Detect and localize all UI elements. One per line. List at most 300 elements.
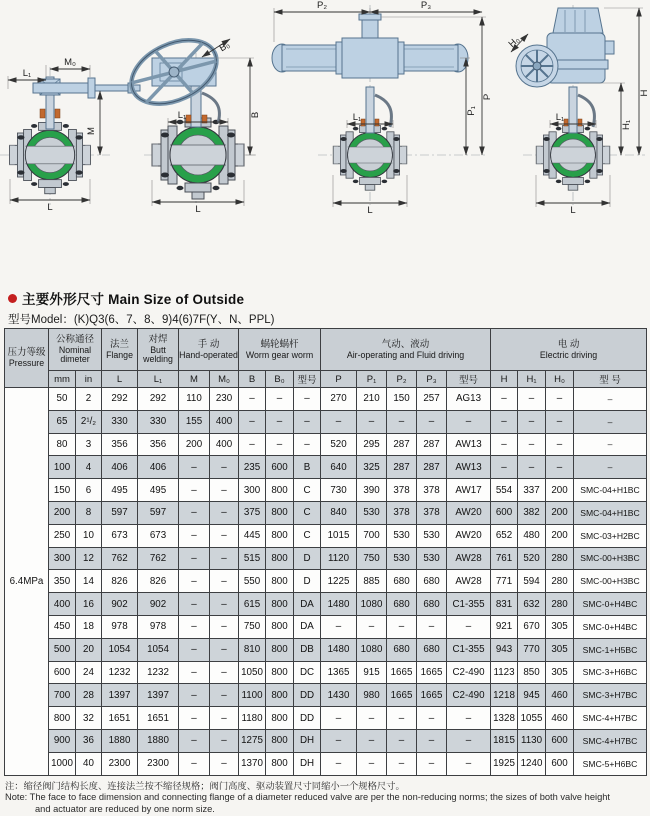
- table-cell: –: [239, 388, 266, 411]
- table-cell: 800: [266, 752, 294, 775]
- table-cell: SMC-00+H3BC: [574, 570, 647, 593]
- table-cell: –: [491, 388, 518, 411]
- table-cell: SMC-1+H5BC: [574, 638, 647, 661]
- table-cell: 594: [518, 570, 546, 593]
- table-cell: 902: [102, 593, 138, 616]
- table-cell: 1365: [321, 661, 357, 684]
- table-cell: 826: [138, 570, 179, 593]
- table-cell: 280: [546, 593, 574, 616]
- table-cell: DC: [294, 661, 321, 684]
- table-cell: C1-355: [447, 638, 491, 661]
- table-cell: 65: [49, 410, 76, 433]
- subheader-P: P: [321, 371, 357, 388]
- table-cell: AW17: [447, 479, 491, 502]
- table-cell: –: [387, 615, 417, 638]
- subheader-worm-model: 型号: [294, 371, 321, 388]
- table-cell: –: [417, 615, 447, 638]
- table-cell: 445: [239, 524, 266, 547]
- table-cell: 520: [321, 433, 357, 456]
- table-cell: 330: [138, 410, 179, 433]
- header-nominal-diameter: 公称通径 Nominal dimeter: [49, 329, 102, 371]
- table-cell: SMC-5+H6BC: [574, 752, 647, 775]
- subheader-H: H: [491, 371, 518, 388]
- table-cell: 730: [321, 479, 357, 502]
- header-pressure: [5, 329, 49, 388]
- subheader-P2: P₂: [387, 371, 417, 388]
- table-cell: –: [417, 729, 447, 752]
- table-cell: 378: [417, 479, 447, 502]
- table-cell: 1880: [138, 729, 179, 752]
- table-cell: –: [357, 410, 387, 433]
- table-cell: –: [210, 661, 239, 684]
- note-en-line1: Note: The face to face dimension and connecting flange of a diameter reduced valve are per the non-reducing norms; the sizes of both valve height: [5, 792, 611, 803]
- table-cell: 305: [546, 638, 574, 661]
- table-cell: 3: [76, 433, 102, 456]
- table-cell: 1651: [138, 707, 179, 730]
- table-cell: 530: [417, 524, 447, 547]
- table-cell: SMC-04+H1BC: [574, 501, 647, 524]
- subheader-H1: H₁: [518, 371, 546, 388]
- table-row: [5, 684, 647, 707]
- table-cell: 831: [491, 593, 518, 616]
- table-cell: –: [210, 570, 239, 593]
- section-title-text: 主要外形尺寸 Main Size of Outside: [22, 292, 245, 307]
- table-cell: C2-490: [447, 684, 491, 707]
- table-cell: 200: [546, 501, 574, 524]
- dim-label-P: P: [482, 93, 493, 101]
- table-cell: SMC-0+H4BC: [574, 615, 647, 638]
- table-cell: –: [491, 410, 518, 433]
- table-cell: 1180: [239, 707, 266, 730]
- table-cell: 1054: [138, 638, 179, 661]
- table-cell: DH: [294, 729, 321, 752]
- table-cell: –: [357, 707, 387, 730]
- table-cell: AW28: [447, 547, 491, 570]
- dim-label-L1: L₁: [555, 112, 565, 123]
- table-cell: 600: [491, 501, 518, 524]
- dim-label-L: L: [195, 204, 201, 215]
- table-cell: 554: [491, 479, 518, 502]
- table-cell: –: [210, 501, 239, 524]
- dim-label-P1: P₁: [466, 106, 477, 116]
- table-row: [5, 433, 647, 456]
- subheader-in: in: [76, 371, 102, 388]
- header-hand-operated: 手 动 Hand-operated: [179, 329, 239, 371]
- table-cell: 850: [518, 661, 546, 684]
- table-cell: –: [447, 615, 491, 638]
- header-electric-driving: 电 动 Electric driving: [491, 329, 647, 371]
- table-cell: 800: [266, 593, 294, 616]
- table-row: [5, 570, 647, 593]
- dim-label-L1: L₁: [352, 112, 362, 123]
- table-cell: 978: [138, 615, 179, 638]
- table-cell: –: [210, 593, 239, 616]
- dim-label-L1: L₁: [177, 110, 187, 121]
- header-flange: 法兰 Flange: [102, 329, 138, 371]
- table-cell: 680: [417, 593, 447, 616]
- table-cell: –: [321, 410, 357, 433]
- table-cell: 16: [76, 593, 102, 616]
- table-row: [5, 524, 647, 547]
- table-cell: 4: [76, 456, 102, 479]
- table-cell: –: [387, 752, 417, 775]
- table-cell: 1240: [518, 752, 546, 775]
- lever-valve-diagram: [0, 57, 140, 213]
- table-cell: 800: [49, 707, 76, 730]
- table-cell: 495: [138, 479, 179, 502]
- table-cell: 600: [266, 456, 294, 479]
- table-cell: C: [294, 479, 321, 502]
- table-cell: –: [179, 638, 210, 661]
- table-cell: 500: [49, 638, 76, 661]
- note-en-line2: and actuator are reduced by one norm size.: [35, 803, 215, 814]
- pneumatic-actuator: [272, 14, 468, 78]
- table-cell: 8: [76, 501, 102, 524]
- table-cell: –: [179, 524, 210, 547]
- table-cell: 902: [138, 593, 179, 616]
- table-cell: SMC-4+H7BC: [574, 729, 647, 752]
- table-cell: –: [179, 593, 210, 616]
- table-cell: 400: [210, 433, 239, 456]
- table-cell: 597: [102, 501, 138, 524]
- table-cell: AW28: [447, 570, 491, 593]
- table-cell: SMC-03+H2BC: [574, 524, 647, 547]
- table-cell: 10: [76, 524, 102, 547]
- note-zh: 注：缩径阀门结构长度、连接法兰按不缩径规格；阀门高度、驱动装置尺寸同缩小一个规格尺寸。: [5, 781, 405, 791]
- table-cell: –: [447, 410, 491, 433]
- table-cell: 885: [357, 570, 387, 593]
- table-cell: 1123: [491, 661, 518, 684]
- table-cell: 1225: [321, 570, 357, 593]
- table-cell: –: [357, 752, 387, 775]
- table-cell: –: [179, 684, 210, 707]
- table-row: [5, 661, 647, 684]
- table-cell: 200: [49, 501, 76, 524]
- subheader-H0: H₀: [546, 371, 574, 388]
- table-cell: –: [447, 729, 491, 752]
- dim-label-P3: P₃: [420, 0, 432, 11]
- table-cell: 280: [546, 570, 574, 593]
- table-cell: 1050: [239, 661, 266, 684]
- table-cell: 1130: [518, 729, 546, 752]
- table-cell: 150: [49, 479, 76, 502]
- table-cell: 762: [102, 547, 138, 570]
- table-cell: –: [210, 479, 239, 502]
- table-cell: 270: [321, 388, 357, 411]
- table-cell: 1370: [239, 752, 266, 775]
- table-cell: 287: [417, 456, 447, 479]
- model-line: 型号Model：(K)Q3(6、7、8、9)4(6)7F(Y、N、PPL): [8, 314, 275, 326]
- table-cell: 700: [357, 524, 387, 547]
- table-cell: 460: [546, 684, 574, 707]
- table-cell: 20: [76, 638, 102, 661]
- table-cell: –: [417, 410, 447, 433]
- table-cell: 287: [387, 433, 417, 456]
- table-row: [5, 615, 647, 638]
- table-cell: 800: [266, 501, 294, 524]
- table-cell: SMC-0+H4BC: [574, 593, 647, 616]
- dim-label-L: L: [367, 205, 373, 216]
- table-cell: 200: [179, 433, 210, 456]
- table-cell: –: [447, 707, 491, 730]
- table-cell: 680: [387, 638, 417, 661]
- table-cell: 40: [76, 752, 102, 775]
- header-pressure-en: Pressure: [8, 358, 45, 369]
- subheader-L1: L₁: [138, 371, 179, 388]
- table-cell: 305: [546, 615, 574, 638]
- table-cell: –: [546, 410, 574, 433]
- table-cell: 1480: [321, 593, 357, 616]
- table-cell: –: [210, 456, 239, 479]
- table-cell: 1880: [102, 729, 138, 752]
- table-cell: 978: [102, 615, 138, 638]
- table-cell: 945: [518, 684, 546, 707]
- table-cell: 1328: [491, 707, 518, 730]
- table-cell: –: [491, 456, 518, 479]
- table-cell: 24: [76, 661, 102, 684]
- table-cell: 800: [266, 570, 294, 593]
- table-cell: 100: [49, 456, 76, 479]
- table-cell: C: [294, 501, 321, 524]
- table-cell: SMC-3+H7BC: [574, 684, 647, 707]
- table-cell: 680: [417, 638, 447, 661]
- table-cell: D: [294, 570, 321, 593]
- subheader-P3: P₃: [417, 371, 447, 388]
- table-cell: AW13: [447, 433, 491, 456]
- table-cell: –: [210, 524, 239, 547]
- subheader-electric-model: 型 号: [574, 371, 647, 388]
- table-cell: 305: [546, 661, 574, 684]
- subheader-B0: B₀: [266, 371, 294, 388]
- table-cell: 350: [49, 570, 76, 593]
- table-cell: 356: [102, 433, 138, 456]
- table-cell: –: [321, 752, 357, 775]
- table-cell: 1815: [491, 729, 518, 752]
- table-cell: –: [266, 433, 294, 456]
- table-cell: 800: [266, 479, 294, 502]
- table-cell: 155: [179, 410, 210, 433]
- table-cell: 680: [387, 570, 417, 593]
- footnotes: [5, 781, 647, 815]
- table-cell: 550: [239, 570, 266, 593]
- table-cell: 632: [518, 593, 546, 616]
- header-worm-gear: 蜗轮蜗杆 Worm gear worm: [239, 329, 321, 371]
- table-cell: –: [294, 410, 321, 433]
- valve-diagrams: [0, 0, 650, 286]
- table-cell: C: [294, 524, 321, 547]
- table-cell: –: [387, 410, 417, 433]
- table-cell: AG13: [447, 388, 491, 411]
- table-cell: 480: [518, 524, 546, 547]
- dim-label-L: L: [570, 205, 576, 216]
- table-cell: –: [179, 479, 210, 502]
- table-cell: 670: [518, 615, 546, 638]
- table-cell: –: [179, 570, 210, 593]
- table-cell: 680: [387, 593, 417, 616]
- table-cell: 771: [491, 570, 518, 593]
- pressure-value: 6.4MPa: [5, 388, 49, 776]
- electric-valve-diagram: [507, 5, 650, 216]
- table-cell: –: [546, 456, 574, 479]
- table-cell: 1080: [357, 638, 387, 661]
- table-cell: 943: [491, 638, 518, 661]
- table-cell: 1232: [138, 661, 179, 684]
- table-cell: 287: [387, 456, 417, 479]
- table-cell: 1000: [49, 752, 76, 775]
- table-cell: –: [518, 388, 546, 411]
- table-cell: 810: [239, 638, 266, 661]
- table-cell: 673: [102, 524, 138, 547]
- table-cell: 1665: [417, 684, 447, 707]
- table-cell: –: [417, 707, 447, 730]
- table-cell: 530: [387, 547, 417, 570]
- table-cell: 32: [76, 707, 102, 730]
- table-body: [5, 388, 647, 776]
- table-cell: C2-490: [447, 661, 491, 684]
- table-cell: –: [179, 752, 210, 775]
- table-cell: 600: [49, 661, 76, 684]
- table-cell: DA: [294, 593, 321, 616]
- table-cell: 762: [138, 547, 179, 570]
- table-cell: –: [518, 433, 546, 456]
- table-cell: –: [179, 501, 210, 524]
- subheader-B: B: [239, 371, 266, 388]
- table-row: [5, 752, 647, 775]
- table-cell: –: [179, 615, 210, 638]
- table-cell: SMC-3+H6BC: [574, 661, 647, 684]
- table-cell: 400: [210, 410, 239, 433]
- table-cell: 750: [239, 615, 266, 638]
- header-butt-welding: 对焊 Butt welding: [138, 329, 179, 371]
- table-cell: 287: [417, 433, 447, 456]
- table-cell: –: [266, 410, 294, 433]
- table-cell: –: [491, 433, 518, 456]
- table-cell: 530: [357, 501, 387, 524]
- table-cell: –: [179, 456, 210, 479]
- table-cell: –: [210, 615, 239, 638]
- table-cell: –: [210, 638, 239, 661]
- table-cell: –: [179, 729, 210, 752]
- table-cell: –: [387, 707, 417, 730]
- dim-label-B0: B₀: [217, 39, 232, 55]
- table-cell: DD: [294, 684, 321, 707]
- table-cell: 200: [546, 524, 574, 547]
- subheader-L: L: [102, 371, 138, 388]
- table-cell: –: [387, 729, 417, 752]
- table-row: [5, 593, 647, 616]
- table-cell: SMC-00+H3BC: [574, 547, 647, 570]
- table-cell: 615: [239, 593, 266, 616]
- bullet-icon: [8, 294, 17, 303]
- table-cell: –: [210, 684, 239, 707]
- table-cell: 652: [491, 524, 518, 547]
- table-cell: C1-355: [447, 593, 491, 616]
- dim-label-B: B: [250, 111, 261, 119]
- table-cell: 761: [491, 547, 518, 570]
- table-cell: D: [294, 547, 321, 570]
- table-cell: 400: [49, 593, 76, 616]
- table-cell: 1055: [518, 707, 546, 730]
- table-cell: 28: [76, 684, 102, 707]
- table-cell: SMC-4+H7BC: [574, 707, 647, 730]
- table-cell: 2300: [138, 752, 179, 775]
- table-cell: 800: [266, 615, 294, 638]
- table-cell: DA: [294, 615, 321, 638]
- table-cell: 80: [49, 433, 76, 456]
- subheader-mm: mm: [49, 371, 76, 388]
- table-cell: –: [447, 752, 491, 775]
- table-cell: 530: [417, 547, 447, 570]
- table-cell: –: [210, 547, 239, 570]
- table-cell: –: [518, 456, 546, 479]
- subheader-air-model: 型号: [447, 371, 491, 388]
- table-cell: 235: [239, 456, 266, 479]
- table-cell: 295: [357, 433, 387, 456]
- table-cell: –: [210, 752, 239, 775]
- table-cell: 597: [138, 501, 179, 524]
- table-cell: –: [546, 433, 574, 456]
- table-cell: 6: [76, 479, 102, 502]
- table-cell: 450: [49, 615, 76, 638]
- table-cell: 600: [546, 729, 574, 752]
- table-cell: –: [239, 410, 266, 433]
- worm-gear-valve-diagram: [121, 28, 261, 215]
- table-cell: 1054: [102, 638, 138, 661]
- table-cell: 1120: [321, 547, 357, 570]
- table-cell: –: [546, 388, 574, 411]
- table-cell: 700: [49, 684, 76, 707]
- table-cell: 375: [239, 501, 266, 524]
- table-cell: –: [266, 388, 294, 411]
- table-cell: 382: [518, 501, 546, 524]
- table-cell: –: [518, 410, 546, 433]
- section-title: [8, 288, 244, 308]
- table-cell: 406: [138, 456, 179, 479]
- table-row: [5, 638, 647, 661]
- table-cell: 800: [266, 638, 294, 661]
- table-cell: 300: [239, 479, 266, 502]
- table-cell: –: [357, 729, 387, 752]
- table-row: [5, 456, 647, 479]
- table-cell: 1015: [321, 524, 357, 547]
- table-cell: 257: [417, 388, 447, 411]
- table-row: [5, 729, 647, 752]
- table-cell: AW20: [447, 501, 491, 524]
- table-cell: –: [574, 433, 647, 456]
- table-cell: 1925: [491, 752, 518, 775]
- table-cell: 515: [239, 547, 266, 570]
- table-cell: 921: [491, 615, 518, 638]
- table-cell: 770: [518, 638, 546, 661]
- table-cell: 300: [49, 547, 76, 570]
- table-cell: 1397: [138, 684, 179, 707]
- table-cell: 800: [266, 707, 294, 730]
- dim-label-M: M: [86, 127, 97, 135]
- table-cell: 1665: [387, 661, 417, 684]
- dim-label-H1: H₁: [621, 119, 632, 131]
- table-cell: 378: [417, 501, 447, 524]
- table-cell: 12: [76, 547, 102, 570]
- table-cell: 1275: [239, 729, 266, 752]
- table-cell: 1080: [357, 593, 387, 616]
- table-cell: 150: [387, 388, 417, 411]
- table-cell: –: [417, 752, 447, 775]
- table-cell: 915: [357, 661, 387, 684]
- table-cell: –: [574, 388, 647, 411]
- table-cell: 292: [138, 388, 179, 411]
- table-row: [5, 547, 647, 570]
- subheader-M0: M₀: [210, 371, 239, 388]
